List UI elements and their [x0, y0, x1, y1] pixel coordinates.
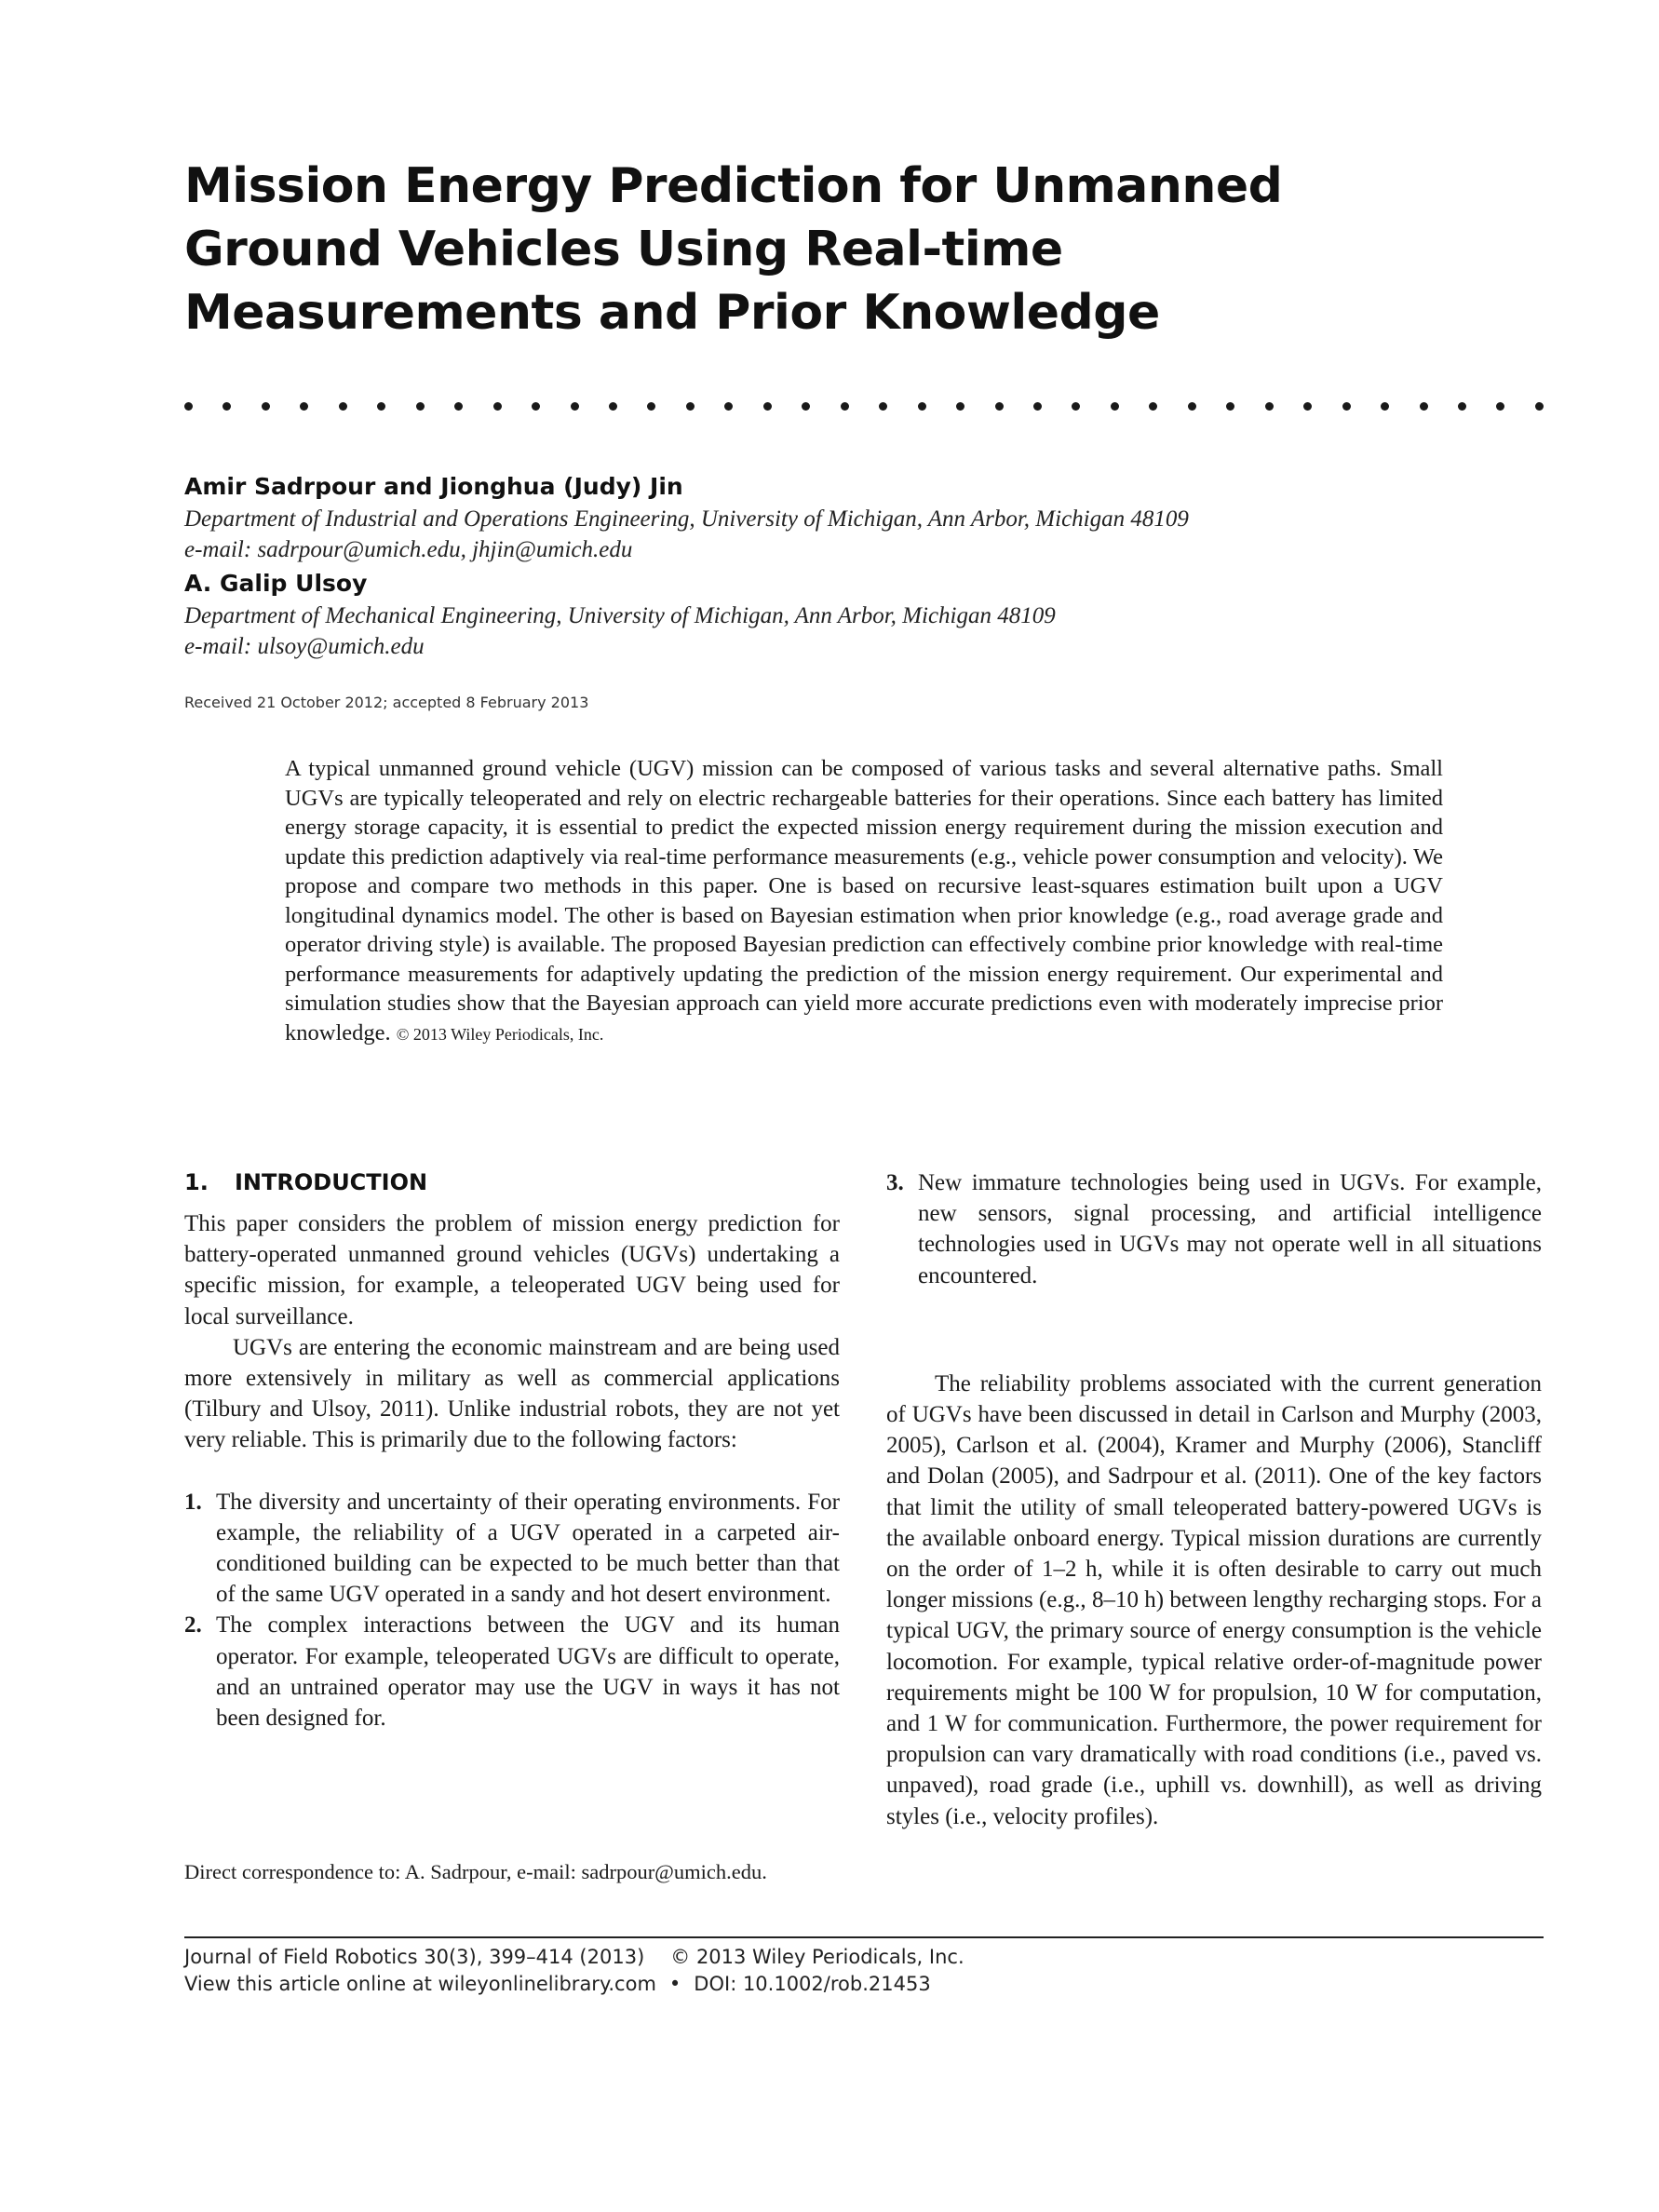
section-number: 1. [184, 1169, 209, 1195]
separator-dot [1535, 402, 1544, 411]
right-column [886, 1167, 1542, 1832]
separator-dot [223, 402, 231, 411]
title-dot-separator [184, 398, 1544, 413]
list-item-number: 1. [184, 1489, 202, 1515]
separator-dot [802, 402, 810, 411]
received-dates: Received 21 October 2012; accepted 8 February 2013 [184, 694, 589, 711]
separator-dot [879, 402, 887, 411]
separator-dot [1420, 402, 1428, 411]
separator-dot [956, 402, 964, 411]
email-1: e-mail: sadrpour@umich.edu, jhjin@umich.edu [184, 537, 633, 562]
left-column [184, 1167, 840, 1733]
journal-citation: Journal of Field Robotics 30(3), 399–414 (2013) [184, 1946, 645, 1968]
footer-bullet: • [668, 1973, 681, 1995]
intro-paragraph-1: This paper considers the problem of mission energy prediction for battery-operated unmanned ground vehicles (UGVs) undertaking a specific mission, for example, a teleoperated UGV being used for local surveillance. [184, 1211, 840, 1329]
separator-dot [300, 402, 308, 411]
separator-dot [1458, 402, 1466, 411]
separator-dot [571, 402, 579, 411]
list-item [886, 1167, 1542, 1291]
separator-dot [1342, 402, 1351, 411]
intro-paragraph-3: The reliability problems associated with the current generation of UGVs have been discussed in detail in Carlson and Murphy (2003, 2005), Carlson et al. (2004), Kramer and Murphy (2006), Stancliff and Dolan (2005), and Sadrpour et al. (2011). One of the key factors that limit the utility of small teleoperated battery-powered UGVs is the available onboard energy. Typical mission durations are currently on the order of 1–2 h, while it is often desirable to carry out much longer missions (e.g., 8–10 h) between lengthy recharging stops. For a typical UGV, the primary source of energy consumption is the vehicle locomotion. For example, typical relative order-of-magnitude power requirements might be 100 W for propulsion, 10 W for computation, and 1 W for communication. Furthermore, the power requirement for propulsion can vary dramatically with road conditions (i.e., paved vs. unpaved), road grade (i.e., uphill vs. downhill), as well as driving styles (i.e., velocity profiles). [886, 1370, 1542, 1829]
separator-dot [609, 402, 617, 411]
separator-dot [1226, 402, 1234, 411]
correspondence-note: Direct correspondence to: A. Sadrpour, e-mail: sadrpour@umich.edu. [184, 1860, 767, 1883]
separator-dot [763, 402, 772, 411]
author-line-1: Amir Sadrpour and Jionghua (Judy) Jin [184, 473, 683, 500]
separator-dot [918, 402, 926, 411]
separator-dot [647, 402, 655, 411]
separator-dot [1072, 402, 1080, 411]
separator-dot [724, 402, 733, 411]
footer-line-2 [184, 1971, 1544, 1998]
intro-paragraph-2: UGVs are entering the economic mainstream and are being used more extensively in military as well as commercial applications (Tilbury and Ulsoy, 2011). Unlike industrial robots, they are not yet very reliable. This is primarily due to the following factors: [184, 1334, 840, 1453]
separator-dot [416, 402, 425, 411]
separator-dot [841, 402, 849, 411]
separator-dot [262, 402, 270, 411]
online-link-text[interactable]: View this article online at wileyonlinelibrary.com [184, 1973, 656, 1995]
list-item-number: 2. [184, 1612, 202, 1639]
list-item-text: The complex interactions between the UGV and its human operator. For example, teleoperated UGVs are difficult to operate, and an untrained operator may use the UGV in ways it has not been designed for. [216, 1612, 840, 1732]
separator-dot [493, 402, 502, 411]
separator-dot [1303, 402, 1312, 411]
factor-list-continued [886, 1167, 1542, 1291]
section-title: INTRODUCTION [235, 1169, 428, 1195]
separator-dot [532, 402, 540, 411]
list-item-text: The diversity and uncertainty of their operating environments. For example, the reliability of a UGV operated in a carpeted air-conditioned building can be expected to be much better than that of the same UGV operated in a sandy and hot desert environment. [216, 1489, 840, 1608]
list-item-text: New immature technologies being used in UGVs. For example, new sensors, signal processing, and artificial intelligence technologies used in UGVs may not operate well in all situations encountered. [918, 1170, 1542, 1288]
separator-dot [339, 402, 347, 411]
footer [184, 1944, 1544, 1998]
list-item [184, 1487, 840, 1611]
email-2: e-mail: ulsoy@umich.edu [184, 634, 425, 659]
paper-title: Mission Energy Prediction for Unmanned Ground Vehicles Using Real-time Measurements and Prior Knowledge [184, 158, 1283, 341]
separator-dot [454, 402, 463, 411]
footer-line-1 [184, 1944, 1544, 1971]
abstract [285, 754, 1443, 1049]
separator-dot [1111, 402, 1119, 411]
separator-dot [1496, 402, 1504, 411]
list-item-number: 3. [886, 1170, 904, 1195]
list-item [184, 1610, 840, 1733]
affiliation-1: Department of Industrial and Operations Engineering, University of Michigan, Ann Arbor, Michigan 48109 [184, 506, 1189, 532]
affiliation-2: Department of Mechanical Engineering, University of Michigan, Ann Arbor, Michigan 48109 [184, 603, 1056, 628]
section-heading [184, 1167, 840, 1197]
separator-dot [995, 402, 1004, 411]
separator-dot [1033, 402, 1042, 411]
separator-dot [1188, 402, 1196, 411]
footer-copyright: © 2013 Wiley Periodicals, Inc. [670, 1946, 964, 1968]
abstract-text: A typical unmanned ground vehicle (UGV) mission can be composed of various tasks and several alternative paths. Small UGVs are typically teleoperated and rely on electric rechargeable batteries for their operations. Since each battery has limited energy storage capacity, it is essential to predict the expected mission energy requirement during the mission execution and update this prediction adaptively via real-time performance measurements (e.g., vehicle power consumption and velocity). We propose and compare two methods in this paper. One is based on recursive least-squares estimation built upon a UGV longitudinal dynamics model. The other is based on Bayesian estimation when prior knowledge (e.g., road average grade and operator driving style) is available. The proposed Bayesian prediction can effectively combine prior knowledge with real-time performance measurements for adaptively updating the prediction of the mission energy requirement. Our experimental and simulation studies show that the Bayesian approach can yield more accurate predictions even with moderately imprecise prior knowledge. [285, 756, 1443, 1045]
abstract-copyright: © 2013 Wiley Periodicals, Inc. [396, 1024, 604, 1044]
separator-dot [1265, 402, 1274, 411]
factor-list [184, 1487, 840, 1734]
footer-rule [184, 1936, 1544, 1938]
author-line-2: A. Galip Ulsoy [184, 570, 368, 597]
separator-dot [184, 402, 193, 411]
separator-dot [377, 402, 385, 411]
doi[interactable]: DOI: 10.1002/rob.21453 [694, 1973, 931, 1995]
separator-dot [1381, 402, 1389, 411]
separator-dot [1149, 402, 1157, 411]
separator-dot [686, 402, 695, 411]
